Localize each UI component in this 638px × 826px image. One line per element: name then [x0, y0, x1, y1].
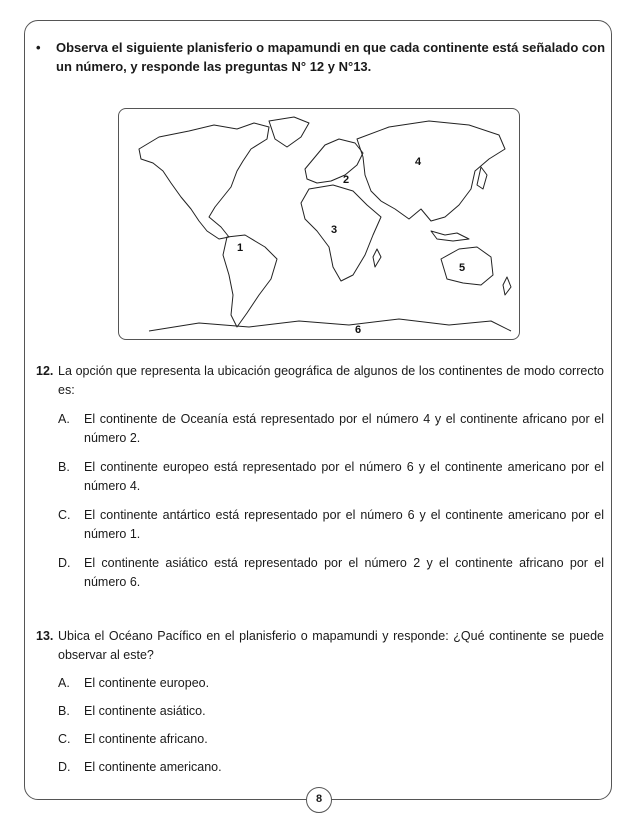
option-b[interactable]	[36, 458, 604, 496]
option-letter: D.	[58, 760, 71, 774]
question-12	[36, 362, 604, 592]
north-america-outline	[139, 123, 269, 239]
map-label-4: 4	[415, 156, 422, 168]
world-map-drawing	[119, 109, 519, 339]
option-text: El continente de Oceanía está representado por el número 4 y el continente africano por el número 2.	[84, 412, 604, 445]
south-america-outline	[223, 235, 277, 327]
page-number: 8	[306, 787, 332, 813]
world-map	[118, 108, 520, 340]
option-b[interactable]	[36, 702, 604, 721]
africa-outline	[301, 185, 381, 281]
option-letter: A.	[58, 412, 70, 426]
option-letter: C.	[58, 508, 71, 522]
antarctica-outline	[149, 319, 511, 331]
question-stem	[36, 362, 604, 400]
option-c[interactable]	[36, 730, 604, 749]
map-label-1: 1	[237, 242, 244, 254]
option-d[interactable]	[36, 554, 604, 592]
map-label-2: 2	[343, 174, 350, 186]
option-text: El continente africano.	[84, 732, 208, 746]
australia-outline	[441, 247, 493, 285]
bullet: •	[36, 40, 41, 55]
option-letter: B.	[58, 460, 70, 474]
option-text: El continente asiático está representado por el número 2 y el continente africano por el número 6.	[84, 556, 604, 589]
option-d[interactable]	[36, 758, 604, 777]
option-a[interactable]	[36, 410, 604, 448]
indonesia-outline	[431, 231, 469, 241]
option-letter: C.	[58, 732, 71, 746]
madagascar-outline	[373, 249, 381, 267]
option-text: El continente americano.	[84, 760, 222, 774]
europe-outline	[305, 139, 363, 183]
greenland-outline	[269, 117, 309, 147]
new-zealand-outline	[503, 277, 511, 295]
option-text: El continente antártico está representado por el número 6 y el continente americano por el número 1.	[84, 508, 604, 541]
instruction-text: Observa el siguiente planisferio o mapamundi en que cada continente está señalado con un número, y responde las preguntas N° 12 y N°13.	[56, 40, 606, 74]
question-stem	[36, 627, 604, 665]
question-number: 12.	[36, 364, 54, 378]
asia-outline	[357, 121, 505, 221]
option-letter: B.	[58, 704, 70, 718]
question-text: Ubica el Océano Pacífico en el planisferio o mapamundi y responde: ¿Qué continente se puede observar al este?	[58, 629, 604, 662]
option-text: El continente europeo está representado por el número 6 y el continente americano por el número 4.	[84, 460, 604, 493]
option-letter: A.	[58, 676, 70, 690]
option-letter: D.	[58, 556, 71, 570]
japan-outline	[477, 167, 487, 189]
question-13	[36, 627, 604, 777]
question-text: La opción que representa la ubicación geográfica de algunos de los continentes de modo correcto es:	[58, 364, 604, 397]
option-text: El continente asiático.	[84, 704, 206, 718]
map-label-3: 3	[331, 224, 338, 236]
option-c[interactable]	[36, 506, 604, 544]
instruction	[36, 38, 606, 76]
map-label-5: 5	[459, 262, 466, 274]
option-text: El continente europeo.	[84, 676, 210, 690]
question-number: 13.	[36, 629, 54, 643]
map-label-6: 6	[355, 324, 362, 336]
option-a[interactable]	[36, 674, 604, 693]
